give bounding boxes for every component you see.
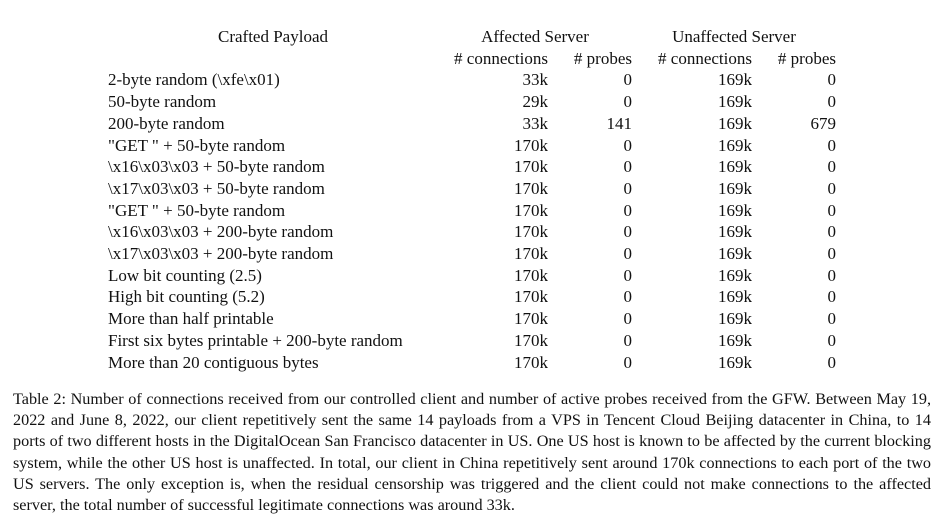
- affected-connections-cell: 170k: [514, 265, 548, 285]
- affected-connections-cell: 29k: [522, 92, 548, 112]
- unaffected-connections-cell: 169k: [718, 157, 752, 177]
- affected-probes-header: # probes: [573, 48, 632, 68]
- affected-probes-cell: 0: [623, 135, 632, 155]
- unaffected-probes-cell: 0: [827, 244, 836, 264]
- payload-cell: 2-byte random (\xfe\x01): [108, 70, 280, 90]
- unaffected-probes-cell: 0: [827, 330, 836, 350]
- affected-probes-cell: 0: [623, 352, 632, 372]
- affected-connections-cell: 170k: [514, 178, 548, 198]
- unaffected-server-header: Unaffected Server: [672, 27, 796, 46]
- payload-cell: \x16\x03\x03 + 50-byte random: [108, 157, 325, 177]
- affected-connections-cell: 33k: [522, 113, 548, 133]
- affected-probes-cell: 0: [623, 244, 632, 264]
- payload-cell: First six bytes printable + 200-byte random: [108, 330, 403, 350]
- unaffected-connections-cell: 169k: [718, 178, 752, 198]
- unaffected-connections-cell: 169k: [718, 330, 752, 350]
- payload-cell: "GET " + 50-byte random: [108, 135, 286, 155]
- unaffected-connections-cell: 169k: [718, 135, 752, 155]
- table-row: [104, 200, 836, 222]
- results-table: [104, 26, 836, 373]
- payload-cell: \x16\x03\x03 + 200-byte random: [108, 222, 334, 242]
- table-row: [104, 91, 836, 113]
- affected-probes-cell: 0: [623, 92, 632, 112]
- table-subheader-row: [104, 48, 836, 70]
- unaffected-connections-cell: 169k: [718, 92, 752, 112]
- table-body: [104, 69, 836, 373]
- table-row: [104, 286, 836, 308]
- unaffected-probes-cell: 0: [827, 352, 836, 372]
- table-row: [104, 113, 836, 135]
- unaffected-probes-cell: 0: [827, 157, 836, 177]
- unaffected-probes-cell: 679: [810, 113, 836, 133]
- affected-connections-header: # connections: [454, 48, 548, 68]
- unaffected-connections-cell: 169k: [718, 287, 752, 307]
- table-row: [104, 135, 836, 157]
- unaffected-connections-cell: 169k: [718, 265, 752, 285]
- affected-probes-cell: 0: [623, 70, 632, 90]
- payload-cell: \x17\x03\x03 + 200-byte random: [108, 244, 334, 264]
- affected-probes-cell: 0: [623, 287, 632, 307]
- affected-server-header: Affected Server: [481, 27, 589, 46]
- affected-probes-cell: 0: [623, 222, 632, 242]
- unaffected-connections-header: # connections: [658, 48, 752, 68]
- table-row: [104, 352, 836, 374]
- affected-probes-cell: 0: [623, 157, 632, 177]
- payload-subheader-empty: [104, 48, 438, 70]
- table-row: [104, 156, 836, 178]
- table-row: [104, 178, 836, 200]
- affected-connections-cell: 170k: [514, 222, 548, 242]
- affected-probes-cell: 141: [606, 113, 632, 133]
- affected-connections-cell: 170k: [514, 200, 548, 220]
- payload-cell: More than half printable: [108, 309, 274, 329]
- unaffected-connections-cell: 169k: [718, 244, 752, 264]
- unaffected-connections-cell: 169k: [718, 352, 752, 372]
- unaffected-probes-cell: 0: [827, 92, 836, 112]
- table-row: [104, 265, 836, 287]
- unaffected-connections-cell: 169k: [718, 113, 752, 133]
- affected-connections-cell: 170k: [514, 135, 548, 155]
- unaffected-probes-cell: 0: [827, 200, 836, 220]
- affected-probes-cell: 0: [623, 178, 632, 198]
- affected-connections-cell: 170k: [514, 287, 548, 307]
- unaffected-probes-cell: 0: [827, 309, 836, 329]
- affected-connections-cell: 33k: [522, 70, 548, 90]
- unaffected-probes-header: # probes: [777, 48, 836, 68]
- affected-probes-cell: 0: [623, 265, 632, 285]
- payload-cell: \x17\x03\x03 + 50-byte random: [108, 178, 325, 198]
- table-row: [104, 69, 836, 91]
- unaffected-connections-cell: 169k: [718, 309, 752, 329]
- table-row: [104, 308, 836, 330]
- affected-connections-cell: 170k: [514, 309, 548, 329]
- payload-cell: "GET " + 50-byte random: [108, 200, 286, 220]
- unaffected-connections-cell: 169k: [718, 70, 752, 90]
- affected-connections-cell: 170k: [514, 157, 548, 177]
- unaffected-probes-cell: 0: [827, 222, 836, 242]
- unaffected-probes-cell: 0: [827, 70, 836, 90]
- payload-cell: Low bit counting (2.5): [108, 265, 262, 285]
- unaffected-probes-cell: 0: [827, 265, 836, 285]
- payload-cell: 50-byte random: [108, 92, 217, 112]
- affected-connections-cell: 170k: [514, 330, 548, 350]
- affected-probes-cell: 0: [623, 309, 632, 329]
- table-header-group-row: [104, 26, 836, 48]
- table-caption: Table 2: Number of connections received from our controlled client and number of active probes received from the GFW. Between May 19, 2022 and June 8, 2022, our client repetitively sent the same 14 payloads from a VPS in Tencent Cloud Beijing datacenter in China, to 14 ports of two different hosts in the DigitalOcean San Francisco datacenter in US. One US host is known to be affected by the current blocking system, while the other US host is unaffected. In total, our client in China repetitively sent around 170k connections to each port of the two US servers. The only exception is, when the residual censorship was triggered and the client could not make connections to the affected server, the total number of successful legitimate connections was around 33k.: [13, 390, 931, 515]
- affected-probes-cell: 0: [623, 200, 632, 220]
- unaffected-probes-cell: 0: [827, 135, 836, 155]
- affected-connections-cell: 170k: [514, 352, 548, 372]
- payload-column-header: Crafted Payload: [218, 27, 328, 46]
- unaffected-probes-cell: 0: [827, 287, 836, 307]
- payload-cell: High bit counting (5.2): [108, 287, 265, 307]
- affected-connections-cell: 170k: [514, 244, 548, 264]
- table-row: [104, 330, 836, 352]
- unaffected-connections-cell: 169k: [718, 200, 752, 220]
- table-row: [104, 221, 836, 243]
- payload-cell: More than 20 contiguous bytes: [108, 352, 319, 372]
- unaffected-probes-cell: 0: [827, 178, 836, 198]
- affected-probes-cell: 0: [623, 330, 632, 350]
- table-row: [104, 243, 836, 265]
- payload-cell: 200-byte random: [108, 113, 225, 133]
- unaffected-connections-cell: 169k: [718, 222, 752, 242]
